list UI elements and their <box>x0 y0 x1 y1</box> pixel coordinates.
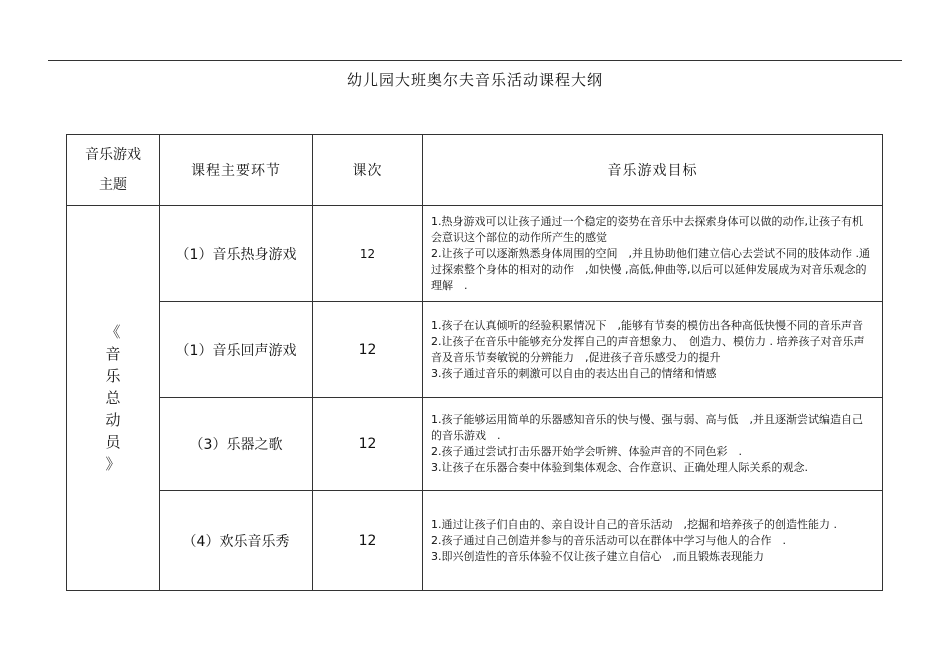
theme-char: 《 <box>105 323 121 341</box>
count-cell: 12 <box>313 302 423 398</box>
goal-cell <box>423 302 883 398</box>
goal-cell <box>423 398 883 491</box>
goal-item: 2.孩子通过自己创造并参与的音乐活动可以在群体中学习与他人的合作 . <box>431 533 786 547</box>
goal-item: 3.孩子通过音乐的刺激可以自由的表达出自己的情绪和情感 <box>431 366 717 380</box>
goal-cell <box>423 206 883 302</box>
header-theme <box>67 135 160 206</box>
goal-item: 3.即兴创造性的音乐体验不仅让孩子建立自信心 ,而且锻炼表现能力 <box>431 549 764 563</box>
link-cell: （4）欢乐音乐秀 <box>160 491 313 591</box>
count-cell: 12 <box>313 398 423 491</box>
theme-char: 动 <box>105 411 121 429</box>
link-cell: （3）乐器之歌 <box>160 398 313 491</box>
table-row <box>67 491 883 591</box>
goal-item: 1.通过让孩子们自由的、亲自设计自己的音乐活动 ,挖掘和培养孩子的创造性能力 . <box>431 517 837 531</box>
header-link: 课程主要环节 <box>160 135 313 206</box>
theme-char: 音 <box>105 345 121 363</box>
header-goal: 音乐游戏目标 <box>423 135 883 206</box>
goal-cell <box>423 491 883 591</box>
theme-char: 》 <box>105 455 121 473</box>
top-divider-line <box>48 60 902 61</box>
count-cell: 12 <box>313 206 423 302</box>
link-cell: （1）音乐热身游戏 <box>160 206 313 302</box>
header-count: 课次 <box>313 135 423 206</box>
course-outline-table <box>66 134 883 591</box>
table-row <box>67 206 883 302</box>
table-row <box>67 398 883 491</box>
theme-char: 总 <box>105 389 121 407</box>
table-row <box>67 302 883 398</box>
theme-char: 乐 <box>105 367 121 385</box>
theme-title-vertical <box>103 321 123 475</box>
count-cell: 12 <box>313 491 423 591</box>
goal-item: 2.孩子通过尝试打击乐器开始学会听辨、体验声音的不同色彩 . <box>431 445 742 458</box>
goal-item: 2.让孩子可以逐渐熟悉身体周围的空间 ,并且协助他们建立信心去尝试不同的肢体动作 .通过探索整个身体的相对的动作 ,如快慢 ,高低,伸曲等,以后可以延伸发展成为对音乐观念的理解 . <box>431 246 870 292</box>
goal-item: 1.孩子能够运用简单的乐器感知音乐的快与慢、强与弱、高与低 ,并且逐渐尝试编造自己的音乐游戏 . <box>431 413 863 442</box>
goal-item: 3.让孩子在乐器合奏中体验到集体观念、合作意识、正确处理人际关系的观念. <box>431 461 808 474</box>
header-theme-line2: 主题 <box>99 177 127 193</box>
theme-cell <box>67 206 160 591</box>
theme-char: 员 <box>105 433 121 451</box>
link-cell: （1）音乐回声游戏 <box>160 302 313 398</box>
page-title: 幼儿园大班奥尔夫音乐活动课程大纲 <box>346 71 603 89</box>
table-header-row <box>67 135 883 206</box>
goal-item: 1.孩子在认真倾听的经验积累情况下 ,能够有节奏的模仿出各种高低快慢不同的音乐声音 <box>431 318 863 332</box>
header-theme-line1: 音乐游戏 <box>85 147 141 163</box>
goal-item: 1.热身游戏可以让孩子通过一个稳定的姿势在音乐中去探索身体可以做的动作,让孩子有机会意识这个部位的动作所产生的感觉 <box>431 214 863 244</box>
goal-item: 2.让孩子在音乐中能够充分发挥自己的声音想象力、 创造力、模仿力 . 培养孩子对音乐声音及音乐节奏敏锐的分辨能力 ,促进孩子音乐感受力的提升 <box>431 334 865 364</box>
